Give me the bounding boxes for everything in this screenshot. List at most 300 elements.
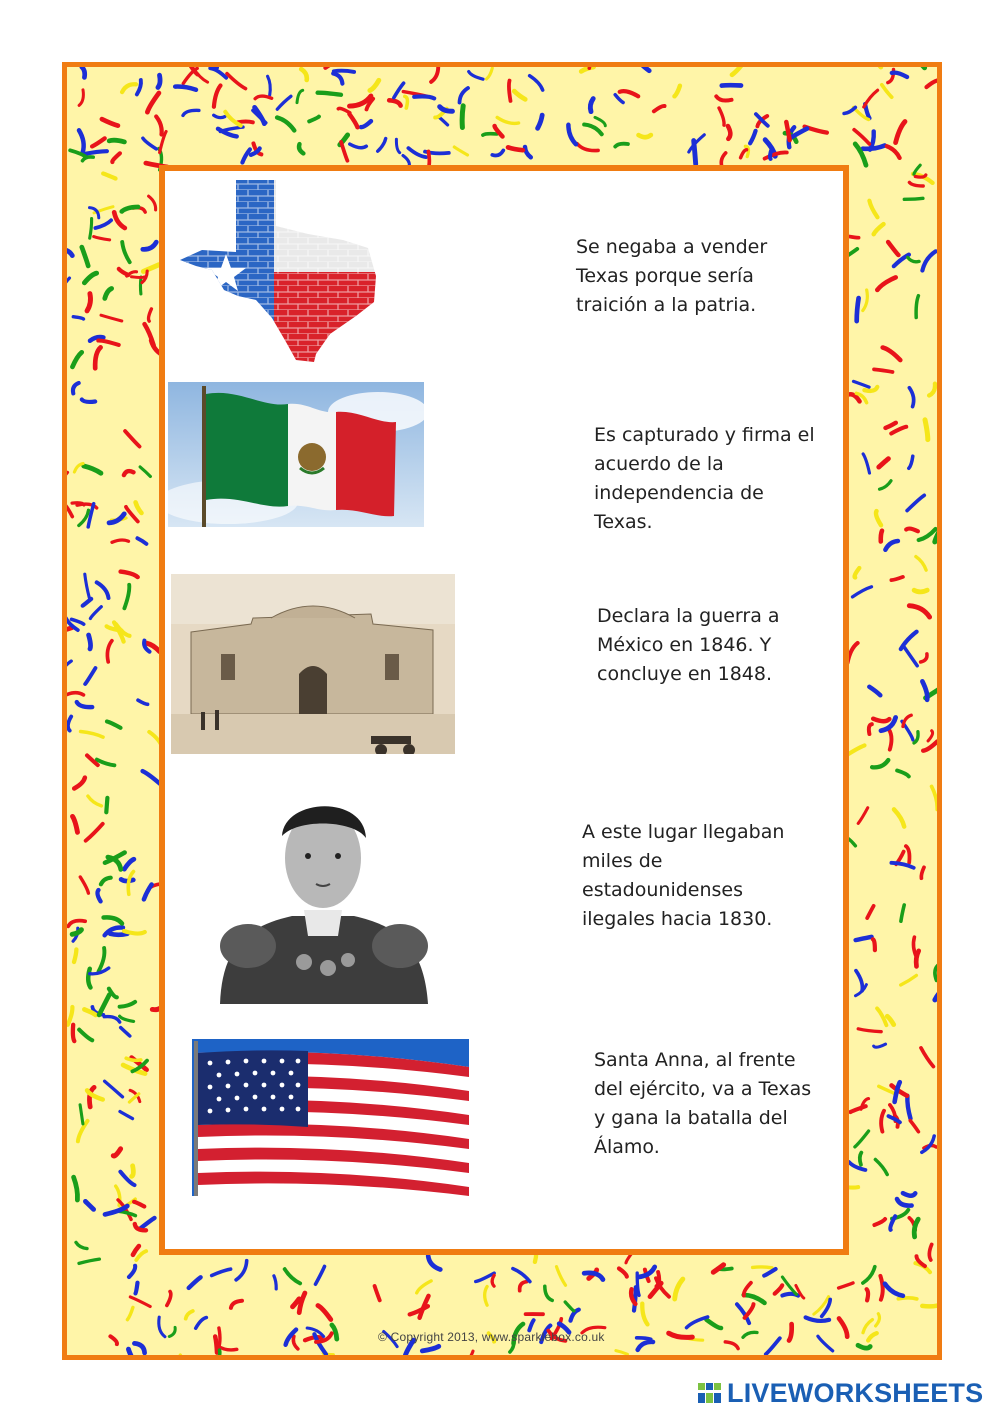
confetti-streamer: [120, 1112, 133, 1119]
confetti-streamer: [67, 278, 70, 297]
confetti-streamer: [844, 107, 855, 113]
confetti-streamer: [109, 514, 124, 523]
confetti-streamer: [405, 96, 408, 108]
confetti-streamer: [297, 90, 303, 102]
confetti-streamer: [99, 948, 105, 971]
confetti-streamer: [67, 250, 72, 256]
confetti-streamer: [97, 890, 100, 901]
confetti-streamer: [864, 90, 878, 107]
confetti-streamer: [370, 80, 379, 90]
confetti-streamer: [80, 1105, 83, 1124]
confetti-streamer: [112, 153, 120, 162]
confetti-streamer: [84, 273, 96, 283]
confetti-streamer: [89, 635, 91, 649]
confetti-streamer: [218, 1350, 220, 1355]
confetti-streamer: [88, 504, 94, 527]
confetti-streamer: [887, 1016, 893, 1024]
confetti-streamer: [138, 700, 148, 704]
copyright-notice: © Copyright 2013, www.sparklebox.co.uk: [378, 1330, 605, 1344]
confetti-streamer: [529, 1320, 533, 1330]
confetti-streamer: [137, 80, 141, 94]
confetti-streamer: [457, 1351, 473, 1355]
confetti-streamer: [898, 1298, 917, 1299]
confetti-streamer: [469, 72, 483, 80]
confetti-streamer: [858, 808, 868, 824]
confetti-streamer: [856, 971, 862, 991]
confetti-streamer: [885, 1284, 903, 1296]
confetti-streamer: [914, 590, 927, 592]
confetti-streamer: [85, 668, 95, 684]
confetti-streamer: [378, 139, 386, 152]
confetti-streamer: [869, 724, 872, 734]
confetti-streamer: [225, 112, 240, 126]
confetti-streamer: [156, 117, 161, 135]
confetti-streamer: [104, 1017, 120, 1023]
confetti-streamer: [849, 1162, 865, 1170]
confetti-streamer: [122, 84, 136, 92]
confetti-streamer: [268, 76, 271, 95]
confetti-streamer: [520, 1282, 527, 1291]
confetti-streamer: [396, 139, 399, 153]
confetti-streamer: [79, 130, 84, 152]
confetti-streamer: [485, 1287, 487, 1306]
confetti-streamer: [149, 309, 152, 321]
confetti-streamer: [159, 1317, 165, 1337]
confetti-streamer: [858, 1345, 870, 1348]
confetti-streamer: [497, 117, 518, 123]
confetti-streamer: [74, 464, 83, 473]
confetti-streamer: [145, 324, 154, 345]
confetti-streamer: [214, 115, 225, 117]
confetti-streamer: [906, 846, 910, 862]
confetti-streamer: [886, 423, 896, 428]
confetti-streamer: [375, 1286, 380, 1300]
confetti-streamer: [725, 1342, 738, 1349]
confetti-streamer: [333, 74, 342, 84]
confetti-streamer: [885, 541, 898, 550]
confetti-streamer: [858, 1029, 881, 1032]
confetti-streamer: [350, 144, 367, 148]
confetti-streamer: [214, 86, 221, 107]
confetti-streamer: [318, 93, 341, 95]
confetti-streamer: [132, 1166, 134, 1177]
confetti-streamer: [73, 317, 83, 319]
confetti-streamer: [143, 138, 156, 149]
confetti-streamer: [299, 144, 303, 153]
confetti-streamer: [906, 529, 918, 532]
confetti-streamer: [242, 149, 250, 162]
confetti-streamer: [212, 1269, 231, 1275]
confetti-streamer: [916, 951, 919, 967]
confetti-streamer: [872, 760, 888, 767]
confetti-streamer: [124, 471, 134, 475]
confetti-streamer: [285, 1269, 300, 1283]
confetti-streamer: [106, 798, 107, 812]
confetti-streamer: [101, 878, 111, 885]
confetti-streamer: [853, 587, 872, 597]
confetti-streamer: [167, 1292, 171, 1306]
confetti-streamer: [124, 931, 145, 934]
confetti-streamer: [122, 242, 130, 262]
confetti-streamer: [707, 1320, 722, 1328]
us-flag-image[interactable]: [192, 1039, 469, 1196]
confetti-streamer: [144, 885, 152, 900]
confetti-streamer: [120, 1016, 134, 1021]
confetti-streamer: [73, 1025, 74, 1041]
confetti-streamer: [210, 68, 226, 78]
confetti-streamer: [869, 201, 877, 218]
confetti-streamer: [616, 1351, 628, 1355]
confetti-streamer: [94, 237, 110, 240]
confetti-streamer: [72, 930, 81, 935]
confetti-streamer: [189, 1277, 201, 1288]
confetti-streamer: [856, 937, 872, 940]
confetti-streamer: [508, 147, 523, 150]
confetti-streamer: [637, 1338, 651, 1339]
confetti-streamer: [68, 921, 85, 927]
alamo-mission-image[interactable]: [171, 574, 455, 754]
confetti-streamer: [227, 74, 246, 89]
confetti-streamer: [509, 81, 511, 101]
confetti-streamer: [67, 628, 72, 632]
confetti-streamer: [136, 502, 142, 513]
mexican-flag-image[interactable]: [168, 382, 424, 527]
confetti-streamer: [863, 1320, 872, 1333]
confetti-streamer: [863, 454, 869, 473]
confetti-streamer: [125, 431, 139, 446]
confetti-streamer: [687, 1317, 708, 1328]
confetti-streamer: [891, 427, 906, 434]
confetti-streamer: [143, 265, 159, 272]
confetti-streamer: [909, 606, 929, 617]
confetti-streamer: [158, 75, 160, 87]
confetti-streamer: [95, 220, 111, 228]
confetti-streamer: [147, 93, 159, 112]
confetti-streamer: [130, 1297, 150, 1307]
confetti-streamer: [732, 67, 746, 75]
confetti-streamer: [909, 388, 913, 407]
confetti-streamer: [136, 1283, 138, 1294]
confetti-streamer: [389, 100, 400, 105]
confetti-streamer: [867, 1289, 868, 1300]
confetti-streamer: [414, 96, 434, 98]
confetti-streamer: [277, 96, 291, 109]
confetti-streamer: [883, 348, 901, 361]
confetti-streamer: [874, 224, 884, 234]
confetti-streamer: [79, 510, 89, 525]
confetti-streamer: [422, 1346, 439, 1351]
confetti-streamer: [408, 148, 426, 157]
confetti-streamer: [325, 67, 337, 68]
confetti-streamer: [675, 1279, 683, 1299]
confetti-streamer: [105, 289, 112, 299]
confetti-streamer: [513, 1269, 530, 1282]
confetti-streamer: [127, 1307, 132, 1319]
confetti-streamer: [431, 67, 438, 82]
confetti-streamer: [140, 277, 141, 294]
confetti-streamer: [349, 114, 357, 127]
confetti-streamer: [881, 1111, 884, 1132]
confetti-streamer: [196, 1318, 207, 1329]
confetti-streamer: [753, 1267, 772, 1268]
confetti-streamer: [615, 95, 623, 103]
confetti-streamer: [638, 1342, 653, 1350]
confetti-streamer: [669, 1333, 693, 1337]
confetti-streamer: [855, 1131, 869, 1147]
confetti-streamer: [136, 1251, 146, 1260]
confetti-streamer: [935, 990, 937, 1000]
confetti-streamer: [103, 174, 115, 179]
confetti-streamer: [84, 466, 101, 473]
confetti-streamer: [428, 1256, 440, 1270]
confetti-streamer: [74, 778, 85, 789]
confetti-streamer: [74, 949, 76, 962]
confetti-streamer: [417, 1281, 432, 1293]
confetti-streamer: [868, 1333, 877, 1340]
confetti-streamer: [876, 511, 881, 525]
confetti-streamer: [68, 1007, 73, 1025]
confetti-streamer: [744, 1295, 765, 1303]
confetti-streamer: [126, 1058, 141, 1060]
confetti-streamer: [901, 975, 917, 985]
confetti-streamer: [129, 1266, 135, 1277]
confetti-streamer: [525, 147, 531, 157]
confetti-streamer: [908, 257, 919, 261]
confetti-streamer: [881, 531, 882, 542]
confetti-streamer: [183, 110, 199, 115]
confetti-streamer: [909, 182, 923, 186]
confetti-streamer: [73, 816, 78, 832]
confetti-streamer: [487, 68, 493, 79]
confetti-streamer: [851, 1106, 866, 1112]
confetti-streamer: [750, 131, 756, 144]
confetti-streamer: [557, 1267, 566, 1286]
confetti-streamer: [839, 1283, 853, 1288]
confetti-streamer: [789, 1324, 792, 1340]
confetti-streamer: [231, 1301, 242, 1308]
confetti-streamer: [640, 67, 649, 71]
confetti-streamer: [538, 115, 543, 128]
confetti-streamer: [175, 87, 196, 90]
confetti-streamer: [904, 646, 918, 666]
statement-3: Declara la guerra a México en 1846. Y concluye en 1848.: [597, 605, 780, 685]
confetti-streamer: [568, 125, 576, 145]
confetti-streamer: [120, 1002, 136, 1007]
confetti-streamer: [921, 654, 927, 662]
statement-1: Se negaba a vender Texas porque sería traición a la patria.: [576, 236, 768, 316]
confetti-streamer: [124, 859, 134, 869]
confetti-streamer: [318, 1306, 331, 1320]
confetti-streamer: [716, 96, 731, 100]
confetti-streamer: [764, 1269, 775, 1276]
liveworksheets-icon: [697, 1380, 723, 1406]
confetti-streamer: [169, 1327, 175, 1336]
confetti-streamer: [584, 125, 602, 135]
confetti-streamer: [97, 582, 109, 598]
confetti-streamer: [109, 140, 124, 142]
liveworksheets-wordmark: LIVEWORKSHEETS: [727, 1377, 984, 1408]
confetti-streamer: [80, 877, 88, 893]
confetti-streamer: [82, 247, 88, 266]
confetti-streamer: [875, 1160, 887, 1175]
confetti-streamer: [137, 538, 146, 544]
confetti-streamer: [675, 86, 680, 97]
confetti-streamer: [916, 296, 918, 318]
confetti-streamer: [107, 641, 112, 662]
confetti-streamer: [238, 122, 253, 123]
confetti-streamer: [113, 1149, 120, 1156]
confetti-streamer: [309, 117, 319, 122]
confetti-streamer: [87, 294, 91, 311]
confetti-streamer: [110, 934, 127, 935]
texas-map-flag-image[interactable]: [178, 178, 378, 364]
confetti-streamer: [92, 138, 105, 146]
confetti-streamer: [927, 80, 938, 87]
confetti-streamer: [293, 1336, 298, 1349]
confetti-streamer: [874, 1219, 885, 1225]
confetti-streamer: [88, 969, 90, 988]
confetti-streamer: [114, 212, 125, 228]
statement-5: Santa Anna, al frente del ejército, va a Texas y gana la batalla del Álamo.: [594, 1049, 812, 1158]
confetti-streamer: [903, 1193, 915, 1196]
confetti-streamer: [236, 1261, 247, 1280]
confetti-streamer: [921, 867, 924, 878]
confetti-streamer: [79, 1259, 99, 1263]
confetti-streamer: [909, 456, 913, 468]
confetti-streamer: [854, 381, 870, 387]
confetti-streamer: [910, 1121, 918, 1132]
confetti-streamer: [929, 1244, 931, 1260]
liveworksheets-logo[interactable]: [697, 1378, 983, 1408]
confetti-streamer: [132, 277, 145, 278]
confetti-streamer: [72, 352, 81, 367]
confetti-streamer: [77, 702, 92, 707]
confetti-streamer: [462, 106, 463, 128]
confetti-streamer: [83, 599, 92, 606]
confetti-streamer: [81, 732, 103, 738]
confetti-streamer: [334, 71, 354, 72]
confetti-streamer: [104, 917, 122, 923]
confetti-streamer: [891, 577, 903, 580]
confetti-streamer: [82, 67, 85, 77]
confetti-streamer: [108, 857, 121, 869]
confetti-streamer: [299, 1293, 305, 1313]
confetti-streamer: [460, 88, 469, 103]
confetti-streamer: [110, 1336, 117, 1344]
confetti-streamer: [99, 995, 109, 1015]
confetti-streamer: [105, 1081, 123, 1097]
confetti-streamer: [839, 1319, 847, 1337]
confetti-streamer: [863, 290, 868, 311]
confetti-streamer: [620, 91, 639, 96]
confetti-streamer: [879, 459, 889, 467]
confetti-streamer: [361, 121, 371, 127]
confetti-streamer: [338, 108, 350, 112]
confetti-streamer: [67, 693, 83, 695]
confetti-streamer: [129, 1349, 136, 1355]
confetti-streamer: [905, 67, 924, 68]
confetti-streamer: [639, 135, 651, 137]
confetti-streamer: [935, 966, 937, 981]
confetti-streamer: [880, 481, 892, 490]
confetti-streamer: [565, 1302, 574, 1311]
confetti-streamer: [806, 1317, 830, 1321]
confetti-streamer: [79, 90, 83, 106]
confetti-streamer: [882, 85, 892, 97]
confetti-streamer: [394, 83, 404, 98]
confetti-streamer: [766, 1338, 780, 1354]
confetti-streamer: [492, 150, 503, 155]
confetti-streamer: [922, 1136, 934, 1152]
confetti-streamer: [440, 118, 448, 125]
confetti-streamer: [98, 341, 118, 345]
confetti-streamer: [82, 400, 95, 402]
confetti-streamer: [888, 242, 898, 255]
confetti-streamer: [86, 824, 103, 841]
confetti-streamer: [85, 574, 90, 598]
confetti-streamer: [124, 585, 129, 609]
confetti-streamer: [90, 219, 92, 239]
confetti-streamer: [855, 568, 860, 578]
confetti-streamer: [770, 149, 772, 159]
confetti-streamer: [929, 384, 935, 396]
confetti-streamer: [904, 198, 923, 199]
confetti-streamer: [876, 1314, 880, 1326]
confetti-streamer: [134, 1202, 144, 1207]
confetti-streamer: [255, 96, 272, 99]
confetti-streamer: [877, 277, 895, 290]
confetti-streamer: [140, 467, 150, 477]
confetti-streamer: [775, 1285, 783, 1293]
confetti-streamer: [73, 383, 79, 393]
confetti-streamer: [863, 1267, 875, 1283]
santa-anna-portrait-image[interactable]: [208, 786, 438, 1004]
confetti-streamer: [867, 906, 873, 918]
confetti-streamer: [887, 146, 900, 158]
confetti-streamer: [341, 142, 347, 161]
confetti-streamer: [76, 1242, 87, 1248]
confetti-streamer: [923, 741, 937, 750]
confetti-streamer: [122, 207, 138, 212]
confetti-streamer: [901, 905, 904, 921]
confetti-streamer: [133, 1246, 139, 1255]
confetti-streamer: [581, 67, 593, 71]
confetti-streamer: [545, 1286, 552, 1300]
confetti-streamer: [277, 118, 294, 131]
confetti-streamer: [107, 722, 121, 728]
confetti-streamer: [848, 643, 858, 663]
confetti-streamer: [90, 607, 101, 619]
confetti-streamer: [922, 251, 935, 270]
confetti-streamer: [896, 122, 905, 143]
confetti-streamer: [149, 196, 156, 210]
confetti-streamer: [925, 420, 928, 440]
confetti-streamer: [897, 1199, 912, 1206]
confetti-streamer: [530, 76, 543, 90]
confetti-streamer: [922, 1303, 937, 1306]
statement-2: Es capturado y firma el acuerdo de la independencia de Texas.: [594, 424, 815, 533]
confetti-streamer: [590, 99, 593, 112]
confetti-streamer: [743, 1332, 757, 1337]
confetti-streamer: [857, 298, 859, 321]
confetti-streamer: [919, 529, 936, 540]
confetti-streamer: [483, 134, 497, 135]
confetti-streamer: [134, 1343, 144, 1353]
confetti-streamer: [95, 347, 100, 368]
confetti-streamer: [642, 1304, 647, 1325]
confetti-streamer: [907, 1096, 910, 1119]
confetti-streamer: [719, 108, 724, 125]
